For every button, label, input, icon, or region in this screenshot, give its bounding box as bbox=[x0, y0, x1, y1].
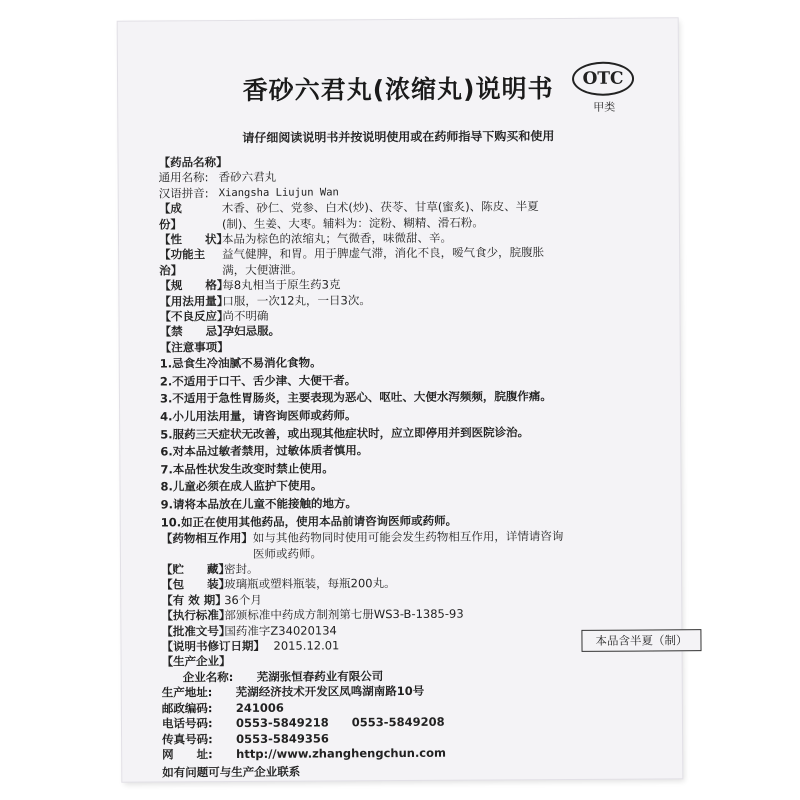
section-label: 【生产企业】 bbox=[161, 654, 231, 669]
precaution-item: 10.如正在使用其他药品，使用本品前请咨询医师或药师。 bbox=[160, 513, 458, 530]
section-label: 【性 状】 bbox=[158, 232, 229, 247]
section-indications bbox=[159, 245, 659, 279]
precaution-item: 6.对本品过敏者禁用，过敏体质者慎用。 bbox=[160, 443, 369, 459]
section-label: 【有 效 期】 bbox=[161, 592, 227, 608]
standard-value: 部颁标准中药成方制剂第七册WS3-B-1385-93 bbox=[224, 606, 464, 623]
contraindications-value: 孕妇忌服。 bbox=[222, 324, 281, 339]
otc-class-label: 甲类 bbox=[593, 100, 616, 114]
zip-label: 邮政编码: bbox=[161, 700, 213, 716]
precaution-item: 5.服药三天症状无改善，或出现其他症状时，应立即停用并到医院诊治。 bbox=[160, 424, 530, 442]
section-label: 【注意事项】 bbox=[159, 339, 229, 355]
section-label: 【成 份】 bbox=[158, 201, 205, 232]
document-title: 香砂六君丸(浓缩丸)说明书 bbox=[242, 74, 554, 105]
phone-value: 0553-5849218 0553-5849208 bbox=[235, 714, 445, 731]
usage-warning-subtitle: 请仔细阅读说明书并按说明使用或在药师指导下购买和使用 bbox=[242, 129, 555, 145]
website-label: 网 址: bbox=[162, 747, 213, 762]
fax-value: 0553-5849356 bbox=[236, 730, 329, 746]
composition-line: (制)、生姜、大枣。辅料为：淀粉、糊精、滑石粉。 bbox=[221, 215, 484, 231]
address-label: 生产地址: bbox=[161, 685, 213, 700]
company-name-value: 芜湖张恒春药业有限公司 bbox=[256, 668, 384, 684]
dosage-value: 口服，一次12丸，一日3次。 bbox=[222, 292, 371, 308]
packaging-value: 玻璃瓶或塑料瓶装，每瓶200丸。 bbox=[224, 576, 396, 592]
pinyin-label: 汉语拼音: bbox=[158, 185, 209, 201]
precaution-item: 7.本品性状发生改变时禁止使用。 bbox=[160, 461, 334, 477]
section-label: 【贮 藏】 bbox=[160, 562, 231, 577]
indications-line: 满，大便溏泄。 bbox=[222, 262, 303, 277]
indications-line: 益气健脾，和胃。用于脾虚气滞，消化不良，嗳气食少，脘腹胀 bbox=[222, 245, 545, 262]
common-name-label: 通用名称: bbox=[158, 170, 209, 185]
precaution-item: 8.儿童必须在成人监护下使用。 bbox=[160, 478, 323, 494]
precaution-item: 4.小儿用法用量，请咨询医师或药师。 bbox=[160, 408, 357, 424]
fax-label: 传真号码: bbox=[162, 731, 213, 746]
specification-value: 每8丸相当于原生药3克 bbox=[222, 277, 341, 293]
section-label: 【药品名称】 bbox=[158, 155, 228, 170]
otc-badge: OTC bbox=[572, 62, 634, 96]
interactions-line: 医师或药师。 bbox=[252, 546, 322, 561]
interactions-line: 如与其他药物同时使用可能会发生药物相互作用，详情请咨询 bbox=[252, 529, 564, 546]
section-label: 【包 装】 bbox=[161, 577, 231, 592]
section-label: 【药物相互作用】 bbox=[160, 531, 253, 546]
manufacturer-details bbox=[162, 667, 663, 762]
section-label: 【功能主治】 bbox=[159, 247, 206, 278]
address-value: 芜湖经济技术开发区凤鸣湖南路10号 bbox=[235, 684, 425, 700]
section-label: 【不良反应】 bbox=[159, 309, 229, 324]
leaflet-content bbox=[159, 152, 663, 781]
ingredient-note-box: 本品含半夏（制） bbox=[581, 629, 701, 652]
contact-note: 如有问题可与生产企业联系 bbox=[162, 764, 301, 780]
pinyin-value: Xiangsha Liujun Wan bbox=[218, 186, 339, 199]
section-label: 【说明书修订日期】 bbox=[161, 638, 266, 654]
common-name-value: 香砂六君丸 bbox=[218, 170, 277, 185]
revision-value: 2015.12.01 bbox=[273, 638, 340, 653]
approval-value: 国药准字Z34020134 bbox=[224, 623, 337, 638]
section-label: 【规 格】 bbox=[159, 278, 229, 293]
phone-label: 电话号码: bbox=[161, 716, 213, 731]
storage-value: 密封。 bbox=[223, 561, 259, 577]
section-label: 【执行标准】 bbox=[161, 608, 231, 623]
properties-value: 本品为棕色的浓缩丸；气微香，味微甜、辛。 bbox=[221, 230, 453, 247]
adverse-value: 尚不明确 bbox=[222, 308, 269, 324]
precaution-item: 9.请将本品放在儿童不能接触的地方。 bbox=[160, 496, 358, 512]
section-label: 【用法用量】 bbox=[159, 293, 229, 309]
leaflet-paper bbox=[118, 18, 688, 781]
section-label: 【批准文号】 bbox=[161, 623, 231, 639]
precaution-item: 2.不适用于口干、舌少津、大便干者。 bbox=[159, 373, 357, 389]
section-interactions bbox=[161, 529, 661, 563]
validity-value: 36个月 bbox=[224, 592, 262, 607]
composition-line: 木香、砂仁、党参、白术(炒)、茯苓、甘草(蜜炙)、陈皮、半夏 bbox=[221, 199, 539, 216]
section-composition bbox=[159, 199, 659, 233]
precaution-item: 1.忌食生冷油腻不易消化食物。 bbox=[159, 355, 322, 371]
company-name-label: 企业名称: bbox=[182, 669, 234, 685]
zip-value: 241006 bbox=[235, 700, 284, 715]
precaution-item: 3.不适用于急性胃肠炎，主要表现为恶心、呕吐、大便水泻频频，脘腹作痛。 bbox=[159, 389, 552, 406]
precautions-list bbox=[160, 353, 661, 532]
section-label: 【禁 忌】 bbox=[159, 324, 229, 339]
website-value: http://www.zhanghengchun.com bbox=[236, 745, 447, 761]
